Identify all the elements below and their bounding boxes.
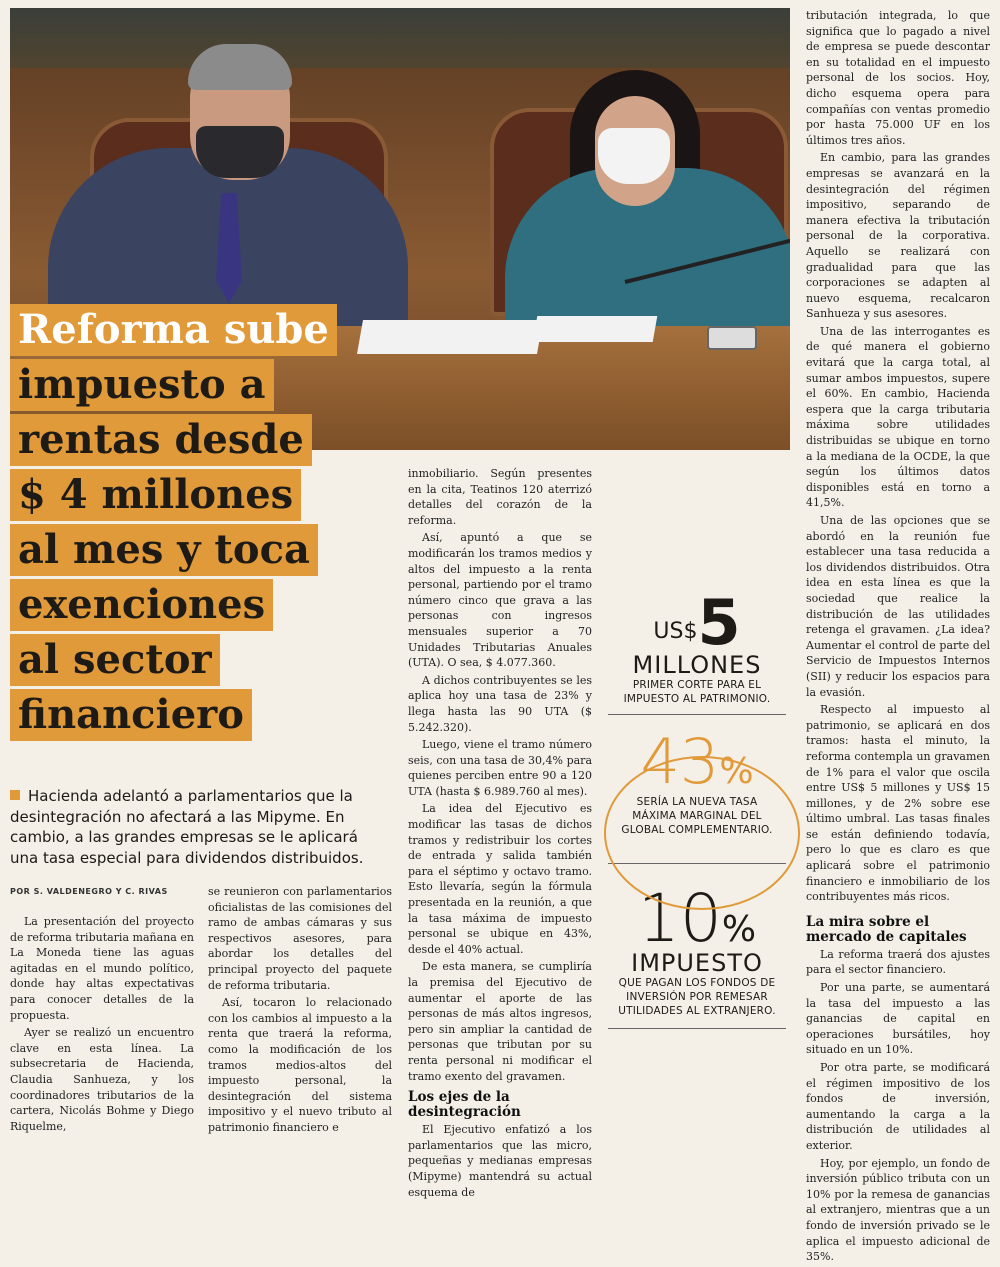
stat-percent: % (719, 751, 754, 792)
stat-number: 5 (697, 586, 741, 659)
paragraph: Respecto al impuesto al patrimonio, se aplicará en dos tramos: hasta el minuto, la reforma contempla un gravamen de 1% para el valor que oscila entre US$ 5 millones y US$ 15 millones, y de 2% sobre ese último umbral. Las tasas finales se están definiendo todavía, pero lo que es claro es que aplicará sobre el patrimonio financiero e inmobiliario de los contribuyentes más ricos. (806, 703, 990, 904)
headline (10, 304, 390, 744)
photo-man-mask (196, 126, 284, 178)
paragraph: La idea del Ejecutivo es modificar las tasas de dichos tramos y redistribuir los cortes de entrada y salida también para el séptimo y octavo tramo. Esto llevaría, según la fórmula presentada en la reunión, a que la tasa máxima de impuesto personal se ubique en 43%, desde el 40% actual. (408, 802, 592, 956)
stat-label: PRIMER CORTE PARA EL IMPUESTO AL PATRIMONIO. (623, 679, 771, 705)
headline-line: $ 4 millones (10, 469, 301, 521)
paragraph: A dichos contribuyentes se les aplica hoy una tasa de 23% y llega hasta las 90 UTA ($ 5.242.320). (408, 673, 592, 734)
stat-word: MILLONES (632, 651, 762, 679)
paragraph: Una de las interrogantes es de qué manera el gobierno evitará que la carga total, al sumar ambos impuestos, supere el 60%. En cambio, Hacienda espera que la carga tributaria máxima sobre utilidades distribuidas se ubique en torno a la mediana de la OCDE, la que según los últimos datos disponibles está en torno a 41,5%. (806, 324, 990, 510)
lede-text: Hacienda adelantó a parlamentarios que la desintegración no afectará a las Mipyme. En cambio, a las grandes empresas se le aplicará una tasa especial para dividendos distribuidos. (10, 787, 364, 867)
stat-patrimonio (604, 586, 790, 706)
paragraph: tributación integrada, lo que significa que lo pagado a nivel de empresa se puede descontar en su totalidad en el impuesto personal de los socios. Hoy, dicho esquema opera para compañías con ventas promedio por hasta 75.000 UF en los últimos tres años. (806, 9, 990, 147)
headline-line: Reforma sube (10, 304, 337, 356)
headline-line: impuesto a (10, 359, 274, 411)
paragraph: Hoy, por ejemplo, un fondo de inversión público tributa con un 10% por la remesa de ganancias al extranjero, mientras que a un fondo de inversión privado se le aplica el impuesto adicional de 35%. (806, 1156, 990, 1264)
headline-line: rentas desde (10, 414, 312, 466)
paragraph: En cambio, para las grandes empresas se avanzará en la desintegración del régimen impositivo, separando de manera efectiva la tributación personal de la corporativa. Aquello se realizará con gradualidad para que las corporaciones se adapten al nuevo esquema, recalcaron Sanhueza y sus asesores. (806, 151, 990, 321)
article-column-1 (10, 914, 194, 1136)
article-column-2 (208, 884, 392, 1138)
article-column-4 (806, 8, 990, 1267)
stat-word: IMPUESTO (631, 949, 763, 977)
headline-line: exenciones (10, 579, 273, 631)
photo-phone (707, 326, 757, 350)
stat-label: SERÍA LA NUEVA TASA MÁXIMA MARGINAL DEL GLOBAL COMPLEMENTARIO. (621, 796, 773, 836)
subheading: Los ejes de la desintegración (408, 1089, 521, 1121)
photo-paper-2 (533, 316, 658, 342)
paragraph: Así, tocaron lo relacionado con los cambios al impuesto a la renta que traerá la reforma, como la modificación de los tramos medios-altos del impuesto personal, la desintegración del sistema impositivo y el nuevo tributo al patrimonio financiero e (208, 996, 392, 1134)
photo-woman-mask (598, 128, 670, 184)
stat-prefix: US$ (653, 619, 698, 644)
paragraph: Ayer se realizó un encuentro clave en esta línea. La subsecretaria de Hacienda, Claudia Sanhueza, y los coordinadores tributarios de la cartera, Nicolás Bohme y Diego Riquelme, (10, 1026, 194, 1133)
divider (608, 1028, 786, 1029)
photo-man-hair (188, 44, 292, 90)
stat-number: 10 (637, 880, 722, 957)
subheading: La mira sobre el mercado de capitales (806, 913, 967, 945)
paragraph: Por una parte, se aumentará la tasa del impuesto a las ganancias de capital en operaciones bursátiles, hoy situado en un 10%. (806, 981, 990, 1057)
paragraph: El Ejecutivo enfatizó a los parlamentarios que las micro, pequeñas y medianas empresas (Mipyme) mantendrá su actual esquema de (408, 1123, 592, 1199)
paragraph: Luego, viene el tramo número seis, con una tasa de 30,4% para quienes perciben entre 90 a 120 UTA (hasta $ 6.989.760 al mes). (408, 738, 592, 798)
article-column-3 (408, 466, 592, 1202)
divider (608, 714, 786, 715)
photo-background-band (10, 8, 790, 68)
paragraph: se reunieron con parlamentarios oficialistas de las comisiones del ramo de ambas cámaras y sus respectivos asesores, para abordar los detalles del principal proyecto del paquete de reforma tributaria. (208, 885, 392, 992)
lede (10, 786, 390, 868)
paragraph: La presentación del proyecto de reforma tributaria mañana en La Moneda tiene las aguas agitadas en el mundo político, donde hay altas expectativas para conocer detalles de la propuesta. (10, 915, 194, 1022)
stat-percent: % (721, 909, 757, 950)
paragraph: La reforma traerá dos ajustes para el sector financiero. (806, 947, 990, 977)
headline-line: al sector (10, 634, 220, 686)
highlight-circle (604, 756, 800, 910)
byline: POR S. VALDENEGRO Y C. RIVAS (10, 887, 168, 896)
paragraph: De esta manera, se cumpliría la premisa del Ejecutivo de aumentar el aporte de las personas de más altos ingresos, pero sin ampliar la cantidad de personas que tributan por su renta personal ni modificar el tramo exento del gravamen. (408, 960, 592, 1083)
headline-line: al mes y toca (10, 524, 318, 576)
bullet-square-icon (10, 790, 20, 800)
paragraph: Así, apuntó a que se modificarán los tramos medios y altos del impuesto a la renta personal, partiendo por el tramo número cinco que grava a las personas con ingresos mensuales superior a 70 Unidades Tributarias Anuales (UTA). O sea, $ 4.077.360. (408, 531, 592, 670)
stat-label: QUE PAGAN LOS FONDOS DE INVERSIÓN POR REMESAR UTILIDADES AL EXTRANJERO. (618, 977, 776, 1017)
headline-line: financiero (10, 689, 252, 741)
paragraph: Una de las opciones que se abordó en la reunión fue establecer una tasa reducida a los dividendos distribuidos. Otra idea en esta línea es que la sociedad que realice la distribución de las utilidades retenga el gravamen. ¿La idea? Aumentar el control de parte del Servicio de Impuestos Internos (SII) y reducir los espacios para la evasión. (806, 514, 990, 699)
paragraph: Por otra parte, se modificará el régimen impositivo de los fondos de inversión, aumentando la carga a la distribución de utilidades al exterior. (806, 1061, 990, 1152)
paragraph: inmobiliario. Según presentes en la cita, Teatinos 120 aterrizó detalles del corazón de la reforma. (408, 467, 592, 527)
stat-number: 43 (640, 725, 720, 798)
